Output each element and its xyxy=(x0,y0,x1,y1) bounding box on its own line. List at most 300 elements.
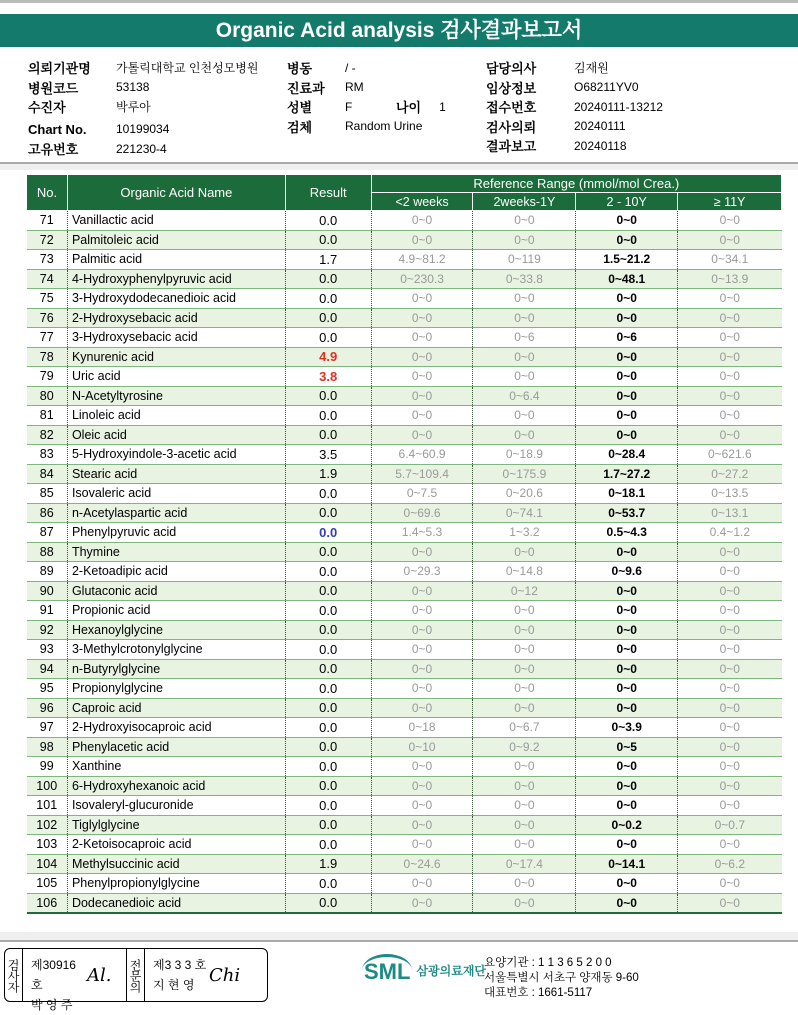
ref-2-10y: 0~48.1 xyxy=(576,269,678,289)
table-row xyxy=(27,269,782,289)
row-number: 86 xyxy=(27,503,68,523)
ref-ge11y: 0~13.9 xyxy=(678,269,782,289)
ref-ge11y: 0~0 xyxy=(678,542,782,562)
ref-2-10y: 0~0 xyxy=(576,308,678,328)
result-value: 0.0 xyxy=(285,601,371,621)
ref-2w-1y: 0~0 xyxy=(473,230,576,250)
ref-2-10y: 0~0 xyxy=(576,620,678,640)
ref-lt2w: 0~0 xyxy=(371,776,473,796)
table-row xyxy=(27,796,782,816)
acid-name: 2-Hydroxysebacic acid xyxy=(67,308,285,328)
ref-lt2w: 0~0 xyxy=(371,698,473,718)
ref-lt2w: 0~0 xyxy=(371,757,473,777)
org-address xyxy=(484,956,639,1001)
acid-name: Dodecanedioic acid xyxy=(67,893,285,913)
ref-2-10y: 0~0 xyxy=(576,698,678,718)
acid-name: Tiglylglycine xyxy=(67,815,285,835)
info-value: F xyxy=(345,99,353,114)
ref-2-10y: 0~0 xyxy=(576,289,678,309)
ref-2-10y: 0~0 xyxy=(576,874,678,894)
acid-name: 5-Hydroxyindole-3-acetic acid xyxy=(67,445,285,465)
ref-2-10y: 0.5~4.3 xyxy=(576,523,678,543)
result-value: 0.0 xyxy=(285,230,371,250)
result-value: 0.0 xyxy=(285,211,371,231)
table-row xyxy=(27,874,782,894)
logo-org-name: 삼광의료재단 xyxy=(416,964,487,978)
ref-lt2w: 0~0 xyxy=(371,796,473,816)
ref-2w-1y: 0~18.9 xyxy=(473,445,576,465)
info-value: 박루아 xyxy=(116,100,151,115)
table-row xyxy=(27,737,782,757)
ref-2w-1y: 0~0 xyxy=(473,367,576,387)
ref-2w-1y: 1~3.2 xyxy=(473,523,576,543)
result-value: 0.0 xyxy=(285,698,371,718)
acid-name: Xanthine xyxy=(67,757,285,777)
info-row xyxy=(486,78,663,98)
info-label: 고유번호 xyxy=(28,142,79,158)
address-line: 서울특별시 서초구 양재동 9-60 xyxy=(484,972,639,984)
info-row xyxy=(486,117,663,137)
specialist-name: 지 현 영 xyxy=(153,978,195,992)
row-number: 87 xyxy=(27,523,68,543)
tester-label: 검사자 xyxy=(5,949,23,1001)
table-row xyxy=(27,757,782,777)
acid-name: 6-Hydroxyhexanoic acid xyxy=(67,776,285,796)
row-number: 84 xyxy=(27,464,68,484)
ref-lt2w: 0~0 xyxy=(371,874,473,894)
ref-ge11y: 0~0 xyxy=(678,211,782,231)
table-row xyxy=(27,542,782,562)
info-row xyxy=(28,78,258,98)
ref-lt2w: 0~29.3 xyxy=(371,562,473,582)
acid-name: 4-Hydroxyphenylpyruvic acid xyxy=(67,269,285,289)
ref-lt2w: 0~0 xyxy=(371,893,473,913)
ref-ge11y: 0~0 xyxy=(678,601,782,621)
result-value: 0.0 xyxy=(285,757,371,777)
result-value: 0.0 xyxy=(285,659,371,679)
table-row xyxy=(27,406,782,426)
ref-2w-1y: 0~0 xyxy=(473,893,576,913)
ref-lt2w: 0~0 xyxy=(371,425,473,445)
row-number: 88 xyxy=(27,542,68,562)
ref-2-10y: 0~0 xyxy=(576,581,678,601)
ref-ge11y: 0~0 xyxy=(678,893,782,913)
ref-lt2w: 0~18 xyxy=(371,718,473,738)
info-value: 10199034 xyxy=(116,122,170,137)
header-range-2-10y: 2 - 10Y xyxy=(576,193,678,211)
info-row xyxy=(287,78,422,98)
acid-name: Hexanoylglycine xyxy=(67,620,285,640)
info-label: 병원코드 xyxy=(28,80,79,96)
ref-2-10y: 0~28.4 xyxy=(576,445,678,465)
table-row xyxy=(27,640,782,660)
top-border xyxy=(0,0,798,3)
header-range-ge11y: ≥ 11Y xyxy=(678,193,782,211)
header-result: Result xyxy=(285,175,371,211)
row-number: 94 xyxy=(27,659,68,679)
tester-signature: Al. xyxy=(87,949,127,1001)
table-row xyxy=(27,308,782,328)
row-number: 105 xyxy=(27,874,68,894)
ref-2-10y: 0~0 xyxy=(576,542,678,562)
ref-lt2w: 0~69.6 xyxy=(371,503,473,523)
ref-ge11y: 0~0 xyxy=(678,367,782,387)
row-number: 76 xyxy=(27,308,68,328)
ref-2-10y: 0~3.9 xyxy=(576,718,678,738)
tester-number: 제30916호 xyxy=(31,958,76,992)
row-number: 103 xyxy=(27,835,68,855)
result-value: 3.5 xyxy=(285,445,371,465)
ref-2-10y: 0~0 xyxy=(576,386,678,406)
acid-name: Stearic acid xyxy=(67,464,285,484)
ref-2w-1y: 0~0 xyxy=(473,835,576,855)
info-label: 진료과 xyxy=(287,80,325,96)
row-number: 101 xyxy=(27,796,68,816)
table-row xyxy=(27,523,782,543)
table-row xyxy=(27,503,782,523)
table-row xyxy=(27,484,782,504)
ref-ge11y: 0~0 xyxy=(678,230,782,250)
ref-ge11y: 0~0 xyxy=(678,406,782,426)
ref-ge11y: 0.4~1.2 xyxy=(678,523,782,543)
ref-2-10y: 0~0 xyxy=(576,425,678,445)
info-value: 김재원 xyxy=(574,61,609,76)
ref-2w-1y: 0~0 xyxy=(473,815,576,835)
info-value: / - xyxy=(345,60,356,75)
ref-2w-1y: 0~0 xyxy=(473,698,576,718)
info-row xyxy=(486,58,663,78)
ref-lt2w: 5.7~109.4 xyxy=(371,464,473,484)
acid-name: Kynurenic acid xyxy=(67,347,285,367)
result-value: 0.0 xyxy=(285,835,371,855)
ref-ge11y: 0~0 xyxy=(678,776,782,796)
row-number: 80 xyxy=(27,386,68,406)
ref-2-10y: 0~14.1 xyxy=(576,854,678,874)
result-value: 0.0 xyxy=(285,620,371,640)
ref-lt2w: 0~0 xyxy=(371,406,473,426)
info-label: 수진자 xyxy=(28,100,66,116)
table-row xyxy=(27,211,782,231)
info-value: 221230-4 xyxy=(116,141,167,156)
ref-2w-1y: 0~74.1 xyxy=(473,503,576,523)
result-value: 1.9 xyxy=(285,464,371,484)
ref-ge11y: 0~34.1 xyxy=(678,250,782,270)
table-row xyxy=(27,835,782,855)
separator xyxy=(0,162,798,170)
ref-2w-1y: 0~6.7 xyxy=(473,718,576,738)
header-range-2w-1y: 2weeks-1Y xyxy=(473,193,576,211)
ref-2w-1y: 0~17.4 xyxy=(473,854,576,874)
ref-ge11y: 0~0 xyxy=(678,659,782,679)
table-row xyxy=(27,464,782,484)
age-value: 1 xyxy=(439,99,446,114)
ref-2w-1y: 0~119 xyxy=(473,250,576,270)
ref-2w-1y: 0~0 xyxy=(473,659,576,679)
info-row xyxy=(287,58,422,78)
result-value: 0.0 xyxy=(285,737,371,757)
result-value: 0.0 xyxy=(285,562,371,582)
ref-2-10y: 1.5~21.2 xyxy=(576,250,678,270)
ref-2-10y: 0~0 xyxy=(576,835,678,855)
table-row xyxy=(27,698,782,718)
row-number: 83 xyxy=(27,445,68,465)
table-row xyxy=(27,386,782,406)
result-value: 0.0 xyxy=(285,308,371,328)
acid-name: Propionic acid xyxy=(67,601,285,621)
acid-name: Isovaleric acid xyxy=(67,484,285,504)
info-row xyxy=(486,136,663,156)
result-value: 0.0 xyxy=(285,581,371,601)
ref-2w-1y: 0~0 xyxy=(473,211,576,231)
table-row xyxy=(27,893,782,913)
ref-2w-1y: 0~12 xyxy=(473,581,576,601)
row-number: 73 xyxy=(27,250,68,270)
acid-name: n-Butyrylglycine xyxy=(67,659,285,679)
ref-2w-1y: 0~0 xyxy=(473,601,576,621)
row-number: 97 xyxy=(27,718,68,738)
row-number: 100 xyxy=(27,776,68,796)
acid-name: 3-Methylcrotonylglycine xyxy=(67,640,285,660)
row-number: 95 xyxy=(27,679,68,699)
ref-ge11y: 0~0 xyxy=(678,718,782,738)
acid-name: Phenylpropionylglycine xyxy=(67,874,285,894)
info-value: O68211YV0 xyxy=(574,80,639,95)
acid-name: Palmitoleic acid xyxy=(67,230,285,250)
table-row xyxy=(27,679,782,699)
ref-ge11y: 0~0 xyxy=(678,581,782,601)
info-row xyxy=(28,120,258,140)
result-value: 0.0 xyxy=(285,796,371,816)
ref-2-10y: 0~0 xyxy=(576,776,678,796)
ref-lt2w: 0~10 xyxy=(371,737,473,757)
specialist-label: 전문의 xyxy=(127,949,145,1001)
acid-name: Glutaconic acid xyxy=(67,581,285,601)
age-label: 나이 xyxy=(396,100,422,116)
info-row xyxy=(28,97,258,117)
header-no: No. xyxy=(27,175,68,211)
report-title: Organic Acid analysis 검사결과보고서 xyxy=(0,14,798,47)
result-value: 0.0 xyxy=(285,679,371,699)
acid-name: Caproic acid xyxy=(67,698,285,718)
ref-2-10y: 0~0 xyxy=(576,659,678,679)
ref-lt2w: 1.4~5.3 xyxy=(371,523,473,543)
table-row xyxy=(27,581,782,601)
table-row xyxy=(27,718,782,738)
header-name: Organic Acid Name xyxy=(67,175,285,211)
acid-name: Thymine xyxy=(67,542,285,562)
ref-ge11y: 0~0 xyxy=(678,835,782,855)
acid-name: Palmitic acid xyxy=(67,250,285,270)
ref-2-10y: 0~0 xyxy=(576,679,678,699)
info-label: 병동 xyxy=(287,61,313,77)
acid-name: Oleic acid xyxy=(67,425,285,445)
ref-2w-1y: 0~175.9 xyxy=(473,464,576,484)
ref-ge11y: 0~13.1 xyxy=(678,503,782,523)
ref-2-10y: 0~0 xyxy=(576,757,678,777)
ref-2w-1y: 0~0 xyxy=(473,406,576,426)
ref-2-10y: 0~0 xyxy=(576,406,678,426)
acid-name: 2-Ketoadipic acid xyxy=(67,562,285,582)
info-label: 임상정보 xyxy=(486,80,537,96)
ref-ge11y: 0~621.6 xyxy=(678,445,782,465)
info-label: 성별 xyxy=(287,100,313,116)
info-row xyxy=(28,139,258,159)
ref-lt2w: 0~0 xyxy=(371,601,473,621)
result-value: 0.0 xyxy=(285,874,371,894)
info-value: 53138 xyxy=(116,80,150,95)
ref-lt2w: 6.4~60.9 xyxy=(371,445,473,465)
ref-ge11y: 0~0 xyxy=(678,640,782,660)
info-row xyxy=(287,117,422,137)
info-label: 접수번호 xyxy=(486,100,537,116)
info-value: 20240111 xyxy=(574,119,626,134)
result-value: 0.0 xyxy=(285,542,371,562)
result-value: 0.0 xyxy=(285,893,371,913)
ref-lt2w: 0~0 xyxy=(371,289,473,309)
ref-2-10y: 0~0 xyxy=(576,347,678,367)
row-number: 99 xyxy=(27,757,68,777)
info-col-3 xyxy=(486,58,663,156)
table-row xyxy=(27,815,782,835)
ref-2-10y: 0~53.7 xyxy=(576,503,678,523)
row-number: 92 xyxy=(27,620,68,640)
result-value: 0.0 xyxy=(285,269,371,289)
ref-2-10y: 0~6 xyxy=(576,328,678,348)
result-value: 0.0 xyxy=(285,289,371,309)
row-number: 102 xyxy=(27,815,68,835)
ref-2-10y: 0~18.1 xyxy=(576,484,678,504)
info-label: 검사의뢰 xyxy=(486,119,537,135)
ref-lt2w: 0~0 xyxy=(371,815,473,835)
row-number: 77 xyxy=(27,328,68,348)
ref-ge11y: 0~6.2 xyxy=(678,854,782,874)
ref-2w-1y: 0~0 xyxy=(473,308,576,328)
ref-ge11y: 0~13.5 xyxy=(678,484,782,504)
info-value: Random Urine xyxy=(345,119,423,134)
result-value: 0.0 xyxy=(285,503,371,523)
ref-2-10y: 0~0 xyxy=(576,640,678,660)
ref-ge11y: 0~0.7 xyxy=(678,815,782,835)
row-number: 89 xyxy=(27,562,68,582)
result-value: 0.0 xyxy=(285,640,371,660)
ref-2-10y: 0~9.6 xyxy=(576,562,678,582)
ref-ge11y: 0~0 xyxy=(678,796,782,816)
results-table xyxy=(26,174,782,914)
ref-2w-1y: 0~0 xyxy=(473,347,576,367)
row-number: 72 xyxy=(27,230,68,250)
row-number: 81 xyxy=(27,406,68,426)
row-number: 71 xyxy=(27,211,68,231)
result-value: 0.0 xyxy=(285,386,371,406)
ref-2w-1y: 0~6 xyxy=(473,328,576,348)
header-reference: Reference Range (mmol/mol Crea.) xyxy=(371,175,781,193)
row-number: 90 xyxy=(27,581,68,601)
info-row xyxy=(486,97,663,117)
ref-ge11y: 0~0 xyxy=(678,757,782,777)
ref-2w-1y: 0~0 xyxy=(473,640,576,660)
ref-lt2w: 0~0 xyxy=(371,640,473,660)
ref-lt2w: 0~7.5 xyxy=(371,484,473,504)
ref-ge11y: 0~0 xyxy=(678,386,782,406)
acid-name: Uric acid xyxy=(67,367,285,387)
row-number: 74 xyxy=(27,269,68,289)
table-row xyxy=(27,230,782,250)
acid-name: Phenylacetic acid xyxy=(67,737,285,757)
ref-2-10y: 1.7~27.2 xyxy=(576,464,678,484)
table-row xyxy=(27,854,782,874)
specialist-signature: Chi xyxy=(209,964,241,986)
table-row xyxy=(27,328,782,348)
ref-2-10y: 0~0 xyxy=(576,367,678,387)
ref-ge11y: 0~0 xyxy=(678,308,782,328)
ref-2w-1y: 0~0 xyxy=(473,289,576,309)
row-number: 93 xyxy=(27,640,68,660)
footer-band xyxy=(0,932,798,942)
row-number: 79 xyxy=(27,367,68,387)
table-row xyxy=(27,347,782,367)
ref-lt2w: 0~0 xyxy=(371,835,473,855)
table-row xyxy=(27,601,782,621)
ref-2w-1y: 0~0 xyxy=(473,796,576,816)
ref-2w-1y: 0~14.8 xyxy=(473,562,576,582)
ref-lt2w: 0~0 xyxy=(371,386,473,406)
ref-2w-1y: 0~9.2 xyxy=(473,737,576,757)
ref-2w-1y: 0~0 xyxy=(473,620,576,640)
ref-2w-1y: 0~20.6 xyxy=(473,484,576,504)
tester-name: 박 영 주 xyxy=(31,998,73,1012)
ref-lt2w: 0~0 xyxy=(371,679,473,699)
result-value: 0.0 xyxy=(285,776,371,796)
logo-mark: SML xyxy=(362,954,412,987)
signature-box xyxy=(4,948,268,1012)
acid-name: Isovaleryl-glucuronide xyxy=(67,796,285,816)
table-row xyxy=(27,445,782,465)
ref-lt2w: 0~24.6 xyxy=(371,854,473,874)
info-row xyxy=(28,58,258,78)
table-row xyxy=(27,562,782,582)
ref-2w-1y: 0~0 xyxy=(473,757,576,777)
acid-name: Phenylpyruvic acid xyxy=(67,523,285,543)
table-row xyxy=(27,659,782,679)
info-value: 20240118 xyxy=(574,138,627,153)
result-value: 0.0 xyxy=(285,815,371,835)
ref-lt2w: 0~0 xyxy=(371,542,473,562)
ref-ge11y: 0~27.2 xyxy=(678,464,782,484)
acid-name: 3-Hydroxydodecanedioic acid xyxy=(67,289,285,309)
ref-lt2w: 4.9~81.2 xyxy=(371,250,473,270)
ref-lt2w: 0~0 xyxy=(371,581,473,601)
ref-2w-1y: 0~0 xyxy=(473,542,576,562)
result-value: 0.0 xyxy=(285,328,371,348)
info-value: 가톨릭대학교 인천성모병원 xyxy=(116,61,259,76)
phone-line: 대표번호 : 1661-5117 xyxy=(484,987,593,999)
row-number: 91 xyxy=(27,601,68,621)
info-label: Chart No. xyxy=(28,121,87,137)
ref-lt2w: 0~0 xyxy=(371,308,473,328)
info-label: 결과보고 xyxy=(486,139,537,155)
acid-name: N-Acetyltyrosine xyxy=(67,386,285,406)
info-value: RM xyxy=(345,80,364,95)
ref-2-10y: 0~0 xyxy=(576,211,678,231)
result-value: 1.9 xyxy=(285,854,371,874)
ref-lt2w: 0~0 xyxy=(371,230,473,250)
result-value: 4.9 xyxy=(285,347,371,367)
ref-2-10y: 0~0.2 xyxy=(576,815,678,835)
acid-name: n-Acetylaspartic acid xyxy=(67,503,285,523)
row-number: 98 xyxy=(27,737,68,757)
table-row xyxy=(27,367,782,387)
info-value: 20240111-13212 xyxy=(574,99,663,114)
